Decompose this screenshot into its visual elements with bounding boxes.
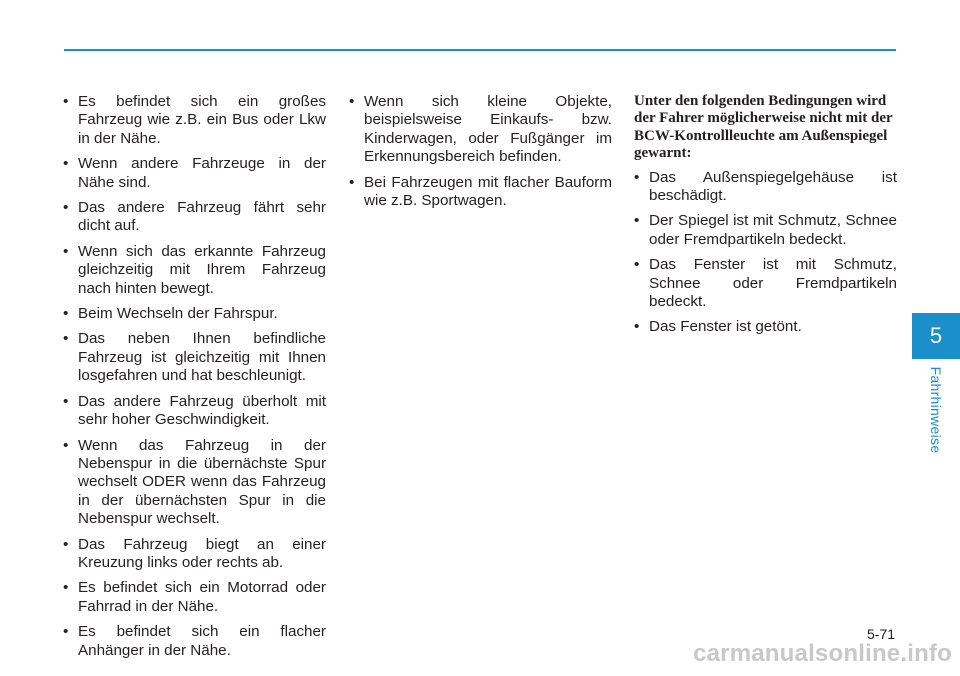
list-item: • Wenn das Fahrzeug in der Nebenspur in die übernächste Spur wechselt ODER wenn das Fahrzeug in der übernächsten Spur in die Nebenspur wechselt. [63,437,326,529]
list-item: • Wenn sich das erkannte Fahrzeug gleichzeitig mit Ihrem Fahrzeug nach hinten bewegt. [63,243,326,298]
right-column [634,93,897,344]
list-item: • Das Fahrzeug biegt an einer Kreuzung links oder rechts ab. [63,536,326,573]
list-item: • Wenn sich kleine Objekte, beispielsweise Einkaufs- bzw. Kinderwagen, oder Fußgänger im Erkennungsbereich befinden. [349,93,612,167]
section-heading: Unter den folgenden Bedingungen wird der Fahrer möglicherweise nicht mit der BCW-Kontrollleuchte am Außenspiegel gewarnt: [634,93,893,162]
list-item: • Wenn andere Fahrzeuge in der Nähe sind. [63,155,326,192]
list-item: • Der Spiegel ist mit Schmutz, Schnee oder Fremdpartikeln bedeckt. [634,212,897,249]
list-item: • Das Fenster ist getönt. [634,318,897,336]
list-item: • Bei Fahrzeugen mit flacher Bauform wie z.B. Sportwagen. [349,174,612,211]
list-item: • Es befindet sich ein flacher Anhänger in der Nähe. [63,623,326,660]
list-item: • Es befindet sich ein großes Fahrzeug wie z.B. ein Bus oder Lkw in der Nähe. [63,93,326,148]
list-item: • Das andere Fahrzeug überholt mit sehr hoher Geschwindigkeit. [63,393,326,430]
watermark: carmanualsonline.info [693,640,952,667]
middle-column [349,93,612,217]
header-rule [64,49,896,51]
left-column [63,93,326,667]
list-item: • Das andere Fahrzeug fährt sehr dicht auf. [63,199,326,236]
left-bullet-list [63,93,326,660]
middle-bullet-list [349,93,612,210]
list-item: • Das Fenster ist mit Schmutz, Schnee oder Fremdpartikeln bedeckt. [634,256,897,311]
list-item: • Das Außenspiegelgehäuse ist beschädigt. [634,169,897,206]
right-bullet-list [634,169,897,337]
list-item: • Beim Wechseln der Fahrspur. [63,305,326,323]
chapter-title: Fahrhinweise [928,366,944,454]
list-item: • Das neben Ihnen befindliche Fahrzeug ist gleichzeitig mit Ihnen losgefahren und hat beschleunigt. [63,330,326,385]
page-number: 5-71 [866,626,895,642]
chapter-number-tab: 5 [912,313,960,359]
list-item: • Es befindet sich ein Motorrad oder Fahrrad in der Nähe. [63,579,326,616]
